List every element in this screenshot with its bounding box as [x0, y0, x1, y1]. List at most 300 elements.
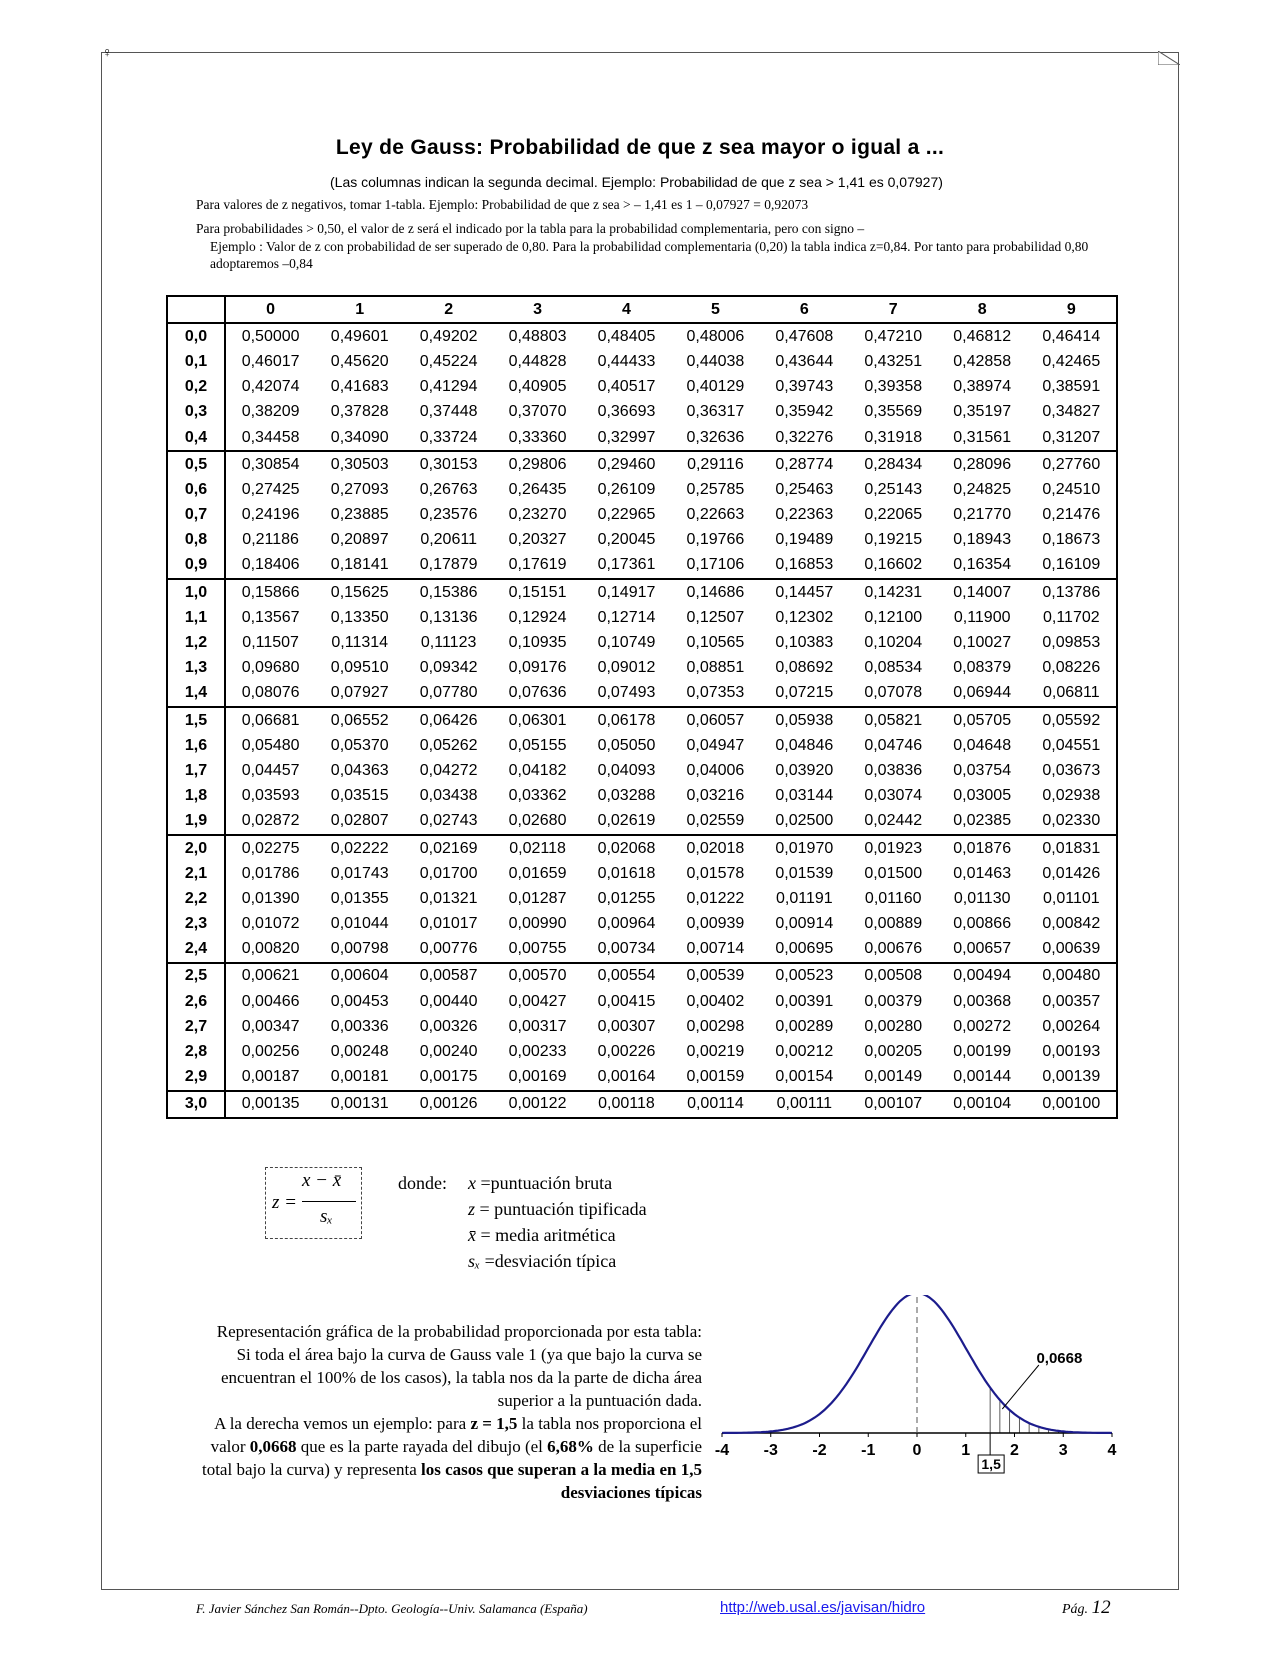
table-cell: 0,00256 [241, 1043, 300, 1061]
table-cell: 0,01287 [508, 889, 567, 907]
table-cell: 0,46017 [241, 352, 300, 370]
table-cell: 0,38209 [241, 403, 300, 421]
table-cell: 0,39743 [775, 378, 834, 396]
table-cell: 0,06811 [1027, 681, 1117, 707]
x-tick-label: 2 [1010, 1442, 1019, 1459]
table-cell: 0,13350 [330, 608, 389, 626]
table-cell: 0,03754 [953, 761, 1012, 779]
formula-fraction-bar [302, 1201, 356, 1202]
table-cell: 0,01255 [597, 889, 656, 907]
table-cell: 0,00676 [849, 937, 938, 963]
table-cell: 0,11507 [242, 634, 299, 652]
table-cell: 0,00193 [1042, 1043, 1101, 1061]
table-cell: 0,12924 [508, 608, 567, 626]
table-cell: 0,12100 [864, 608, 923, 626]
table-cell: 0,49202 [419, 327, 478, 345]
table-cell: 0,37828 [330, 403, 389, 421]
row-header: 2,3 [167, 912, 225, 937]
table-cell: 0,03005 [953, 787, 1012, 805]
table-cell: 0,04272 [419, 761, 478, 779]
table-cell: 0,00114 [687, 1095, 744, 1113]
table-cell: 0,05155 [508, 736, 567, 754]
table-cell: 0,02018 [686, 839, 745, 857]
table-cell: 0,00734 [582, 937, 671, 963]
table-cell: 0,00175 [404, 1065, 493, 1091]
table-cell: 0,02068 [597, 839, 656, 857]
table-row [167, 503, 1117, 528]
table-cell: 0,39358 [864, 378, 923, 396]
table-cell: 0,05592 [1042, 711, 1101, 729]
row-header: 2,6 [167, 989, 225, 1014]
table-cell: 0,01160 [864, 889, 922, 907]
definitions [398, 1170, 647, 1274]
footer-page [1062, 1597, 1111, 1619]
table-cell: 0,00307 [597, 1017, 656, 1035]
table-cell: 0,03438 [419, 787, 478, 805]
table-cell: 0,01618 [597, 864, 656, 882]
table-cell: 0,30503 [330, 455, 389, 473]
table-cell: 0,00187 [225, 1065, 315, 1091]
table-cell: 0,44828 [508, 352, 567, 370]
table-cell: 0,20611 [420, 531, 477, 549]
table-cell: 0,03074 [864, 787, 923, 805]
table-row [167, 630, 1117, 655]
table-cell: 0,06057 [686, 711, 745, 729]
annotation-label: 0,0668 [1036, 1350, 1083, 1367]
table-cell: 0,10749 [597, 634, 656, 652]
x-tick-label: -3 [763, 1442, 778, 1459]
table-cell: 0,01130 [953, 889, 1011, 907]
table-cell: 0,01390 [241, 889, 300, 907]
table-cell: 0,45620 [330, 352, 389, 370]
row-header: 1,3 [167, 656, 225, 681]
table-cell: 0,35569 [864, 403, 923, 421]
table-cell: 0,15386 [419, 583, 478, 601]
table-cell: 0,00199 [953, 1043, 1012, 1061]
table-cell: 0,03593 [241, 787, 300, 805]
row-header: 2,0 [167, 835, 225, 861]
table-cell: 0,00914 [775, 915, 834, 933]
table-cell: 0,09176 [508, 659, 567, 677]
table-cell: 0,40905 [508, 378, 567, 396]
table-cell: 0,21476 [1042, 506, 1101, 524]
row-header: 1,4 [167, 681, 225, 707]
note-example: Ejemplo : Valor de z con probabilidad de ser superado de 0,80. Para la probabilidad complementaria (0,20) la tabla indica z=0,84. Por tanto para probabilidad 0,80 adoptaremos –0,84 [210, 239, 1089, 271]
x-tick-label: 3 [1058, 1442, 1068, 1459]
table-cell: 0,09680 [241, 659, 300, 677]
table-cell: 0,01539 [775, 864, 834, 882]
formula-denominator: sₓ [320, 1206, 333, 1227]
table-cell: 0,02222 [330, 839, 389, 857]
table-cell: 0,12302 [775, 608, 834, 626]
row-header: 0,2 [167, 375, 225, 400]
table-cell: 0,01786 [241, 864, 300, 882]
table-cell: 0,00326 [419, 1017, 478, 1035]
table-cell: 0,35942 [775, 403, 834, 421]
def-symbol: z [468, 1199, 476, 1219]
row-header: 0,3 [167, 400, 225, 425]
table-cell: 0,33724 [404, 425, 493, 451]
table-cell: 0,00440 [419, 992, 478, 1010]
x-tick-label: -1 [861, 1442, 876, 1459]
table-row [167, 707, 1117, 733]
row-header: 2,7 [167, 1014, 225, 1039]
table-cell: 0,23270 [508, 506, 567, 524]
table-cell: 0,09853 [1042, 634, 1101, 652]
table-cell: 0,05821 [864, 711, 923, 729]
table-cell: 0,24510 [1042, 480, 1101, 498]
table-cell: 0,27425 [241, 480, 300, 498]
table-cell: 0,27760 [1042, 455, 1101, 473]
table-cell: 0,00866 [953, 915, 1012, 933]
table-cell: 0,14457 [775, 583, 834, 601]
table-row [167, 553, 1117, 579]
table-cell: 0,00539 [686, 967, 745, 985]
table-cell: 0,00169 [493, 1065, 582, 1091]
table-cell: 0,08851 [686, 659, 745, 677]
table-cell: 0,00139 [1027, 1065, 1117, 1091]
table-cell: 0,14007 [953, 583, 1012, 601]
table-cell: 0,04947 [686, 736, 745, 754]
table-cell: 0,02743 [404, 809, 493, 835]
table-cell: 0,29806 [508, 455, 567, 473]
table-cell: 0,40517 [597, 378, 656, 396]
table-cell: 0,04182 [508, 761, 567, 779]
table-cell: 0,20897 [330, 531, 389, 549]
table-cell: 0,01876 [953, 839, 1012, 857]
table-cell: 0,00798 [315, 937, 404, 963]
table-cell: 0,13567 [241, 608, 300, 626]
table-cell: 0,02807 [315, 809, 404, 835]
row-header: 0,0 [167, 323, 225, 349]
table-row [167, 400, 1117, 425]
column-header: 9 [1027, 296, 1117, 323]
table-cell: 0,44038 [686, 352, 745, 370]
table-cell: 0,04006 [686, 761, 745, 779]
table-cell: 0,00587 [419, 967, 478, 985]
table-cell: 0,02118 [509, 839, 566, 857]
pin-icon: ♀ [102, 44, 113, 60]
table-cell: 0,16354 [938, 553, 1027, 579]
table-row [167, 835, 1117, 861]
table-cell: 0,19766 [686, 531, 745, 549]
table-row [167, 605, 1117, 630]
table-cell: 0,29116 [687, 455, 744, 473]
gauss-table [166, 295, 1118, 1119]
column-header: 1 [315, 296, 404, 323]
table-cell: 0,23885 [330, 506, 389, 524]
table-cell: 0,30854 [241, 455, 300, 473]
table-cell: 0,02275 [241, 839, 300, 857]
table-row [167, 477, 1117, 502]
table-cell: 0,00233 [508, 1043, 567, 1061]
table-row [167, 733, 1117, 758]
table-cell: 0,00144 [938, 1065, 1027, 1091]
row-header: 0,5 [167, 451, 225, 477]
table-cell: 0,48803 [508, 327, 567, 345]
table-cell: 0,06944 [938, 681, 1027, 707]
page-label: Pág. [1062, 1602, 1092, 1617]
table-cell: 0,00298 [686, 1017, 745, 1035]
table-cell: 0,32636 [671, 425, 760, 451]
table-cell: 0,03673 [1042, 761, 1101, 779]
table-cell: 0,37448 [419, 403, 478, 421]
table-cell: 0,00755 [493, 937, 582, 963]
subtitle: (Las columnas indican la segunda decimal. Ejemplo: Probabilidad de que z sea > 1,41 es 0,07927) [330, 174, 943, 190]
table-cell: 0,24825 [953, 480, 1012, 498]
table-cell: 0,00240 [419, 1043, 478, 1061]
table-cell: 0,01044 [330, 915, 389, 933]
table-cell: 0,16602 [849, 553, 938, 579]
column-header: 8 [938, 296, 1027, 323]
row-header: 1,9 [167, 809, 225, 835]
table-cell: 0,00776 [404, 937, 493, 963]
table-cell: 0,23576 [419, 506, 478, 524]
table-cell: 0,00272 [953, 1017, 1012, 1035]
table-cell: 0,11314 [331, 634, 389, 652]
table-cell: 0,33360 [493, 425, 582, 451]
table-cell: 0,00107 [864, 1095, 923, 1113]
table-cell: 0,12507 [686, 608, 745, 626]
table-cell: 0,13786 [1042, 583, 1101, 601]
table-cell: 0,06301 [508, 711, 567, 729]
table-cell: 0,22065 [864, 506, 923, 524]
table-cell: 0,42465 [1042, 352, 1101, 370]
table-cell: 0,00126 [419, 1095, 478, 1113]
annotation-arrow [1002, 1365, 1039, 1409]
row-header: 0,9 [167, 553, 225, 579]
table-cell: 0,22663 [686, 506, 745, 524]
table-cell: 0,00149 [849, 1065, 938, 1091]
table-cell: 0,11900 [953, 608, 1011, 626]
table-row [167, 349, 1117, 374]
row-header: 0,6 [167, 477, 225, 502]
column-header: 0 [225, 296, 315, 323]
table-row [167, 861, 1117, 886]
table-cell: 0,00402 [686, 992, 745, 1010]
column-header: 4 [582, 296, 671, 323]
x-tick-label: -2 [812, 1442, 827, 1459]
table-cell: 0,00639 [1027, 937, 1117, 963]
table-cell: 0,32276 [760, 425, 849, 451]
row-header: 1,2 [167, 630, 225, 655]
row-header: 2,1 [167, 861, 225, 886]
table-cell: 0,00714 [671, 937, 760, 963]
table-cell: 0,02500 [760, 809, 849, 835]
table-cell: 0,42074 [241, 378, 300, 396]
row-header: 0,1 [167, 349, 225, 374]
row-header: 1,8 [167, 784, 225, 809]
def-text: =desviación típica [480, 1251, 617, 1271]
row-header: 2,4 [167, 937, 225, 963]
table-row [167, 963, 1117, 989]
row-header: 1,7 [167, 758, 225, 783]
table-cell: 0,00621 [241, 967, 300, 985]
table-cell: 0,47608 [775, 327, 834, 345]
def-text: =puntuación bruta [476, 1173, 613, 1193]
table-row [167, 758, 1117, 783]
table-header-row [167, 296, 1117, 323]
explanation-text [186, 1320, 702, 1504]
row-header: 2,8 [167, 1039, 225, 1064]
table-cell: 0,28774 [775, 455, 834, 473]
table-row [167, 323, 1117, 349]
table-cell: 0,18673 [1042, 531, 1101, 549]
table-cell: 0,01700 [419, 864, 478, 882]
table-cell: 0,00205 [864, 1043, 923, 1061]
table-cell: 0,01222 [686, 889, 745, 907]
table-row [167, 425, 1117, 451]
table-row [167, 809, 1117, 835]
table-cell: 0,01191 [776, 889, 833, 907]
table-cell: 0,35197 [953, 403, 1012, 421]
x-tick-label: 4 [1107, 1442, 1117, 1459]
table-cell: 0,03144 [775, 787, 834, 805]
table-cell: 0,10565 [686, 634, 745, 652]
table-cell: 0,08076 [225, 681, 315, 707]
table-row [167, 886, 1117, 911]
table-cell: 0,04746 [864, 736, 923, 754]
definitions-label: donde: [398, 1173, 447, 1193]
table-cell: 0,42858 [953, 352, 1012, 370]
table-cell: 0,07780 [404, 681, 493, 707]
page-number: 12 [1091, 1597, 1111, 1618]
table-cell: 0,36693 [597, 403, 656, 421]
table-cell: 0,00104 [953, 1095, 1012, 1113]
table-cell: 0,01355 [330, 889, 389, 907]
row-header: 1,1 [167, 605, 225, 630]
x-tick-label: -4 [714, 1442, 730, 1459]
table-cell: 0,16853 [760, 553, 849, 579]
table-cell: 0,01970 [775, 839, 834, 857]
row-header: 3,0 [167, 1091, 225, 1118]
table-cell: 0,00357 [1042, 992, 1101, 1010]
footer-author: F. Javier Sánchez San Román--Dpto. Geología--Univ. Salamanca (España) [196, 1601, 588, 1616]
table-cell: 0,01743 [330, 864, 389, 882]
table-cell: 0,00264 [1042, 1017, 1101, 1035]
table-row [167, 912, 1117, 937]
table-cell: 0,00248 [330, 1043, 389, 1061]
table-cell: 0,02680 [493, 809, 582, 835]
table-cell: 0,04846 [775, 736, 834, 754]
table-cell: 0,01101 [1042, 889, 1100, 907]
table-cell: 0,38974 [953, 378, 1012, 396]
row-header: 0,4 [167, 425, 225, 451]
table-cell: 0,03836 [864, 761, 923, 779]
table-cell: 0,08379 [953, 659, 1012, 677]
table-cell: 0,01578 [686, 864, 745, 882]
table-cell: 0,00164 [582, 1065, 671, 1091]
table-cell: 0,00226 [597, 1043, 656, 1061]
table-cell: 0,00508 [864, 967, 923, 985]
table-cell: 0,46414 [1042, 327, 1101, 345]
table-cell: 0,26763 [419, 480, 478, 498]
table-cell: 0,02619 [582, 809, 671, 835]
table-cell: 0,01426 [1042, 864, 1101, 882]
x-tick-label: 1 [961, 1442, 971, 1459]
table-cell: 0,04093 [597, 761, 656, 779]
table-cell: 0,03515 [330, 787, 389, 805]
table-cell: 0,02872 [225, 809, 315, 835]
table-cell: 0,02169 [419, 839, 478, 857]
table-cell: 0,48006 [686, 327, 745, 345]
table-row [167, 784, 1117, 809]
table-cell: 0,02385 [938, 809, 1027, 835]
table-cell: 0,41294 [419, 378, 478, 396]
table-row [167, 937, 1117, 963]
row-header: 0,7 [167, 503, 225, 528]
row-header: 2,9 [167, 1065, 225, 1091]
table-cell: 0,36317 [686, 403, 745, 421]
table-cell: 0,03920 [775, 761, 834, 779]
table-cell: 0,01831 [1042, 839, 1101, 857]
table-cell: 0,00159 [671, 1065, 760, 1091]
row-header: 0,8 [167, 528, 225, 553]
table-cell: 0,06426 [419, 711, 478, 729]
table-cell: 0,01923 [864, 839, 923, 857]
table-cell: 0,05050 [597, 736, 656, 754]
def-text: = media aritmética [476, 1225, 616, 1245]
table-cell: 0,08226 [1042, 659, 1101, 677]
note-complementary: Para probabilidades > 0,50, el valor de z será el indicado por la tabla para la probabilidad complementaria, pero con signo – [196, 221, 865, 236]
table-row [167, 1065, 1117, 1091]
table-cell: 0,08692 [775, 659, 834, 677]
table-cell: 0,11702 [1042, 608, 1100, 626]
table-cell: 0,25785 [686, 480, 745, 498]
table-row [167, 579, 1117, 605]
table-cell: 0,11123 [420, 634, 477, 652]
table-cell: 0,16109 [1027, 553, 1117, 579]
table-cell: 0,00554 [597, 967, 656, 985]
table-cell: 0,07215 [760, 681, 849, 707]
column-header: 2 [404, 296, 493, 323]
table-cell: 0,08534 [864, 659, 923, 677]
table-cell: 0,25463 [775, 480, 834, 498]
table-cell: 0,00289 [775, 1017, 834, 1035]
table-cell: 0,01017 [419, 915, 478, 933]
table-cell: 0,32997 [582, 425, 671, 451]
table-cell: 0,00391 [775, 992, 834, 1010]
table-cell: 0,00466 [241, 992, 300, 1010]
table-cell: 0,12714 [597, 608, 656, 626]
table-cell: 0,05262 [419, 736, 478, 754]
table-cell: 0,14686 [686, 583, 745, 601]
table-cell: 0,28096 [953, 455, 1012, 473]
table-cell: 0,10383 [775, 634, 834, 652]
table-cell: 0,17879 [404, 553, 493, 579]
table-cell: 0,01463 [953, 864, 1012, 882]
table-cell: 0,31918 [849, 425, 938, 451]
table-cell: 0,04551 [1042, 736, 1101, 754]
table-cell: 0,14917 [597, 583, 656, 601]
table-cell: 0,34458 [225, 425, 315, 451]
table-row [167, 656, 1117, 681]
table-cell: 0,31561 [938, 425, 1027, 451]
table-cell: 0,17106 [671, 553, 760, 579]
def-symbol: sₓ [468, 1251, 481, 1271]
table-cell: 0,06552 [330, 711, 389, 729]
footer-link[interactable]: http://web.usal.es/javisan/hidro [720, 1599, 926, 1616]
table-cell: 0,00181 [315, 1065, 404, 1091]
table-cell: 0,00154 [760, 1065, 849, 1091]
table-cell: 0,05480 [241, 736, 300, 754]
row-header: 1,5 [167, 707, 225, 733]
z-formula [265, 1167, 362, 1239]
table-cell: 0,43644 [775, 352, 834, 370]
folded-corner-icon [1158, 51, 1180, 65]
column-header: 6 [760, 296, 849, 323]
table-cell: 0,00964 [597, 915, 656, 933]
